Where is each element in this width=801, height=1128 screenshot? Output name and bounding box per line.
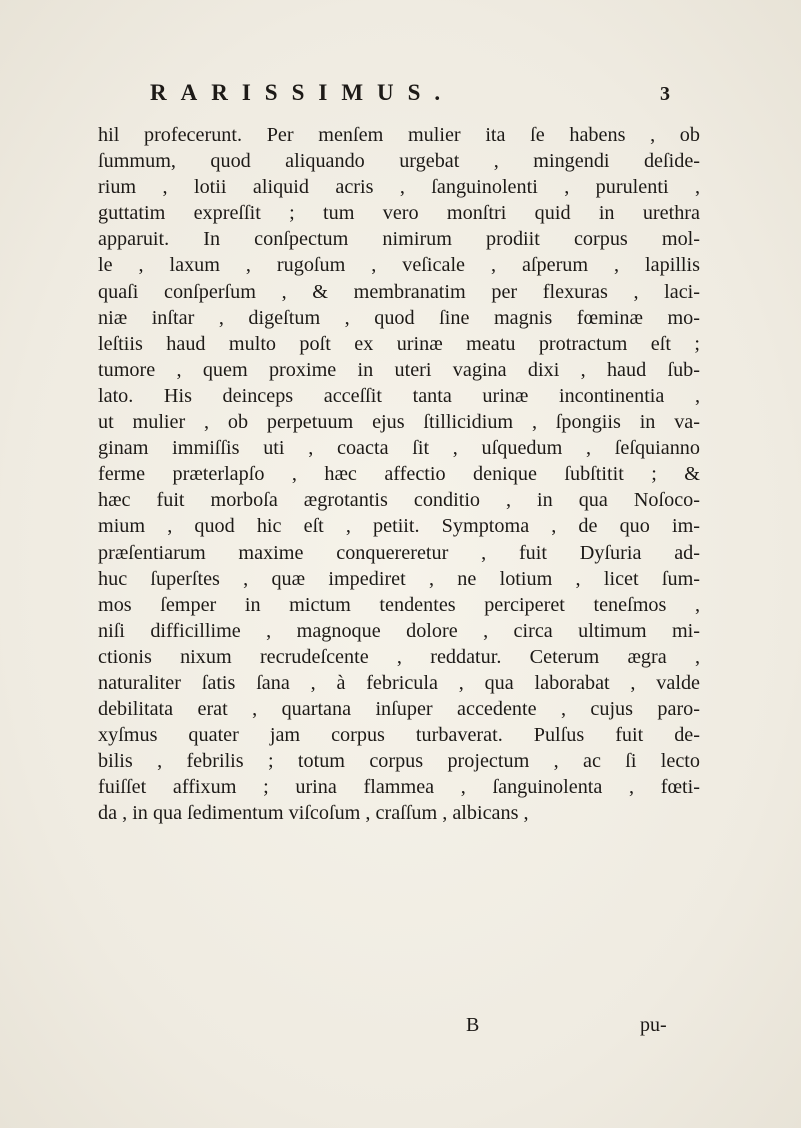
text-line: fuiſſet affixum ; urina flammea , ſanguinolenta , fœti- xyxy=(98,776,700,799)
text-line: apparuit. In conſpectum nimirum prodiit corpus mol- xyxy=(98,228,700,251)
text-line: mium , quod hic eſt , petiit. Symptoma , de quo im- xyxy=(98,515,700,538)
text-line: debilitata erat , quartana inſuper accedente , cujus paro- xyxy=(98,698,700,721)
text-line: bilis , febrilis ; totum corpus projectum , ac ſi lecto xyxy=(98,750,700,773)
text-line: præſentiarum maxime conquereretur , fuit Dyſuria ad- xyxy=(98,541,700,564)
page-footer xyxy=(0,1014,801,1042)
signature-mark: B xyxy=(466,1014,480,1036)
text-line: ut mulier , ob perpetuum ejus ſtillicidium , ſpongiis in va- xyxy=(98,411,700,434)
text-line: hæc fuit morboſa ægrotantis conditio , in qua Noſoco- xyxy=(98,489,700,512)
text-line: naturaliter ſatis ſana , à febricula , qua laborabat , valde xyxy=(98,671,700,694)
text-line: leſtiis haud multo poſt ex urinæ meatu protractum eſt ; xyxy=(98,332,700,355)
text-line: niæ inſtar , digeſtum , quod ſine magnis fœminæ mo- xyxy=(98,306,700,329)
text-line: huc ſuperſtes , quæ impediret , ne lotium , licet ſum- xyxy=(98,567,700,590)
text-line: lato. His deinceps acceſſit tanta urinæ incontinentia , xyxy=(98,384,700,407)
text-line: ſummum, quod aliquando urgebat , mingendi deſide- xyxy=(98,150,700,173)
page-header xyxy=(150,80,670,106)
text-line: ferme præterlapſo , hæc affectio denique ſubſtitit ; & xyxy=(98,463,700,486)
text-line: da , in qua ſedimentum viſcoſum , craſſum , albicans , xyxy=(98,802,529,825)
text-line: guttatim expreſſit ; tum vero monſtri quid in urethra xyxy=(98,202,700,225)
text-line: quaſi conſperſum , & membranatim per flexuras , laci- xyxy=(98,280,700,303)
text-line: mos ſemper in mictum tendentes perciperet teneſmos , xyxy=(98,593,700,616)
page-number: 3 xyxy=(660,83,670,105)
text-line: tumore , quem proxime in uteri vagina dixi , haud ſub- xyxy=(98,358,700,381)
text-line: ctionis nixum recrudeſcente , reddatur. Ceterum ægra , xyxy=(98,645,700,668)
text-line: rium , lotii aliquid acris , ſanguinolenti , purulenti , xyxy=(98,176,700,199)
text-line: ginam immiſſis uti , coacta ſit , uſquedum , ſeſquianno xyxy=(98,437,700,460)
text-line: le , laxum , rugoſum , veſicale , aſperum , lapillis xyxy=(98,254,700,277)
body-text xyxy=(98,122,700,827)
text-line: xyſmus quater jam corpus turbaverat. Pulſus fuit de- xyxy=(98,724,700,747)
running-title: RARISSIMUS. xyxy=(150,80,455,105)
catchword: pu- xyxy=(640,1014,667,1036)
text-line: hil profecerunt. Per menſem mulier ita ſe habens , ob xyxy=(98,124,700,146)
text-line: niſi difficillime , magnoque dolore , circa ultimum mi- xyxy=(98,619,700,642)
